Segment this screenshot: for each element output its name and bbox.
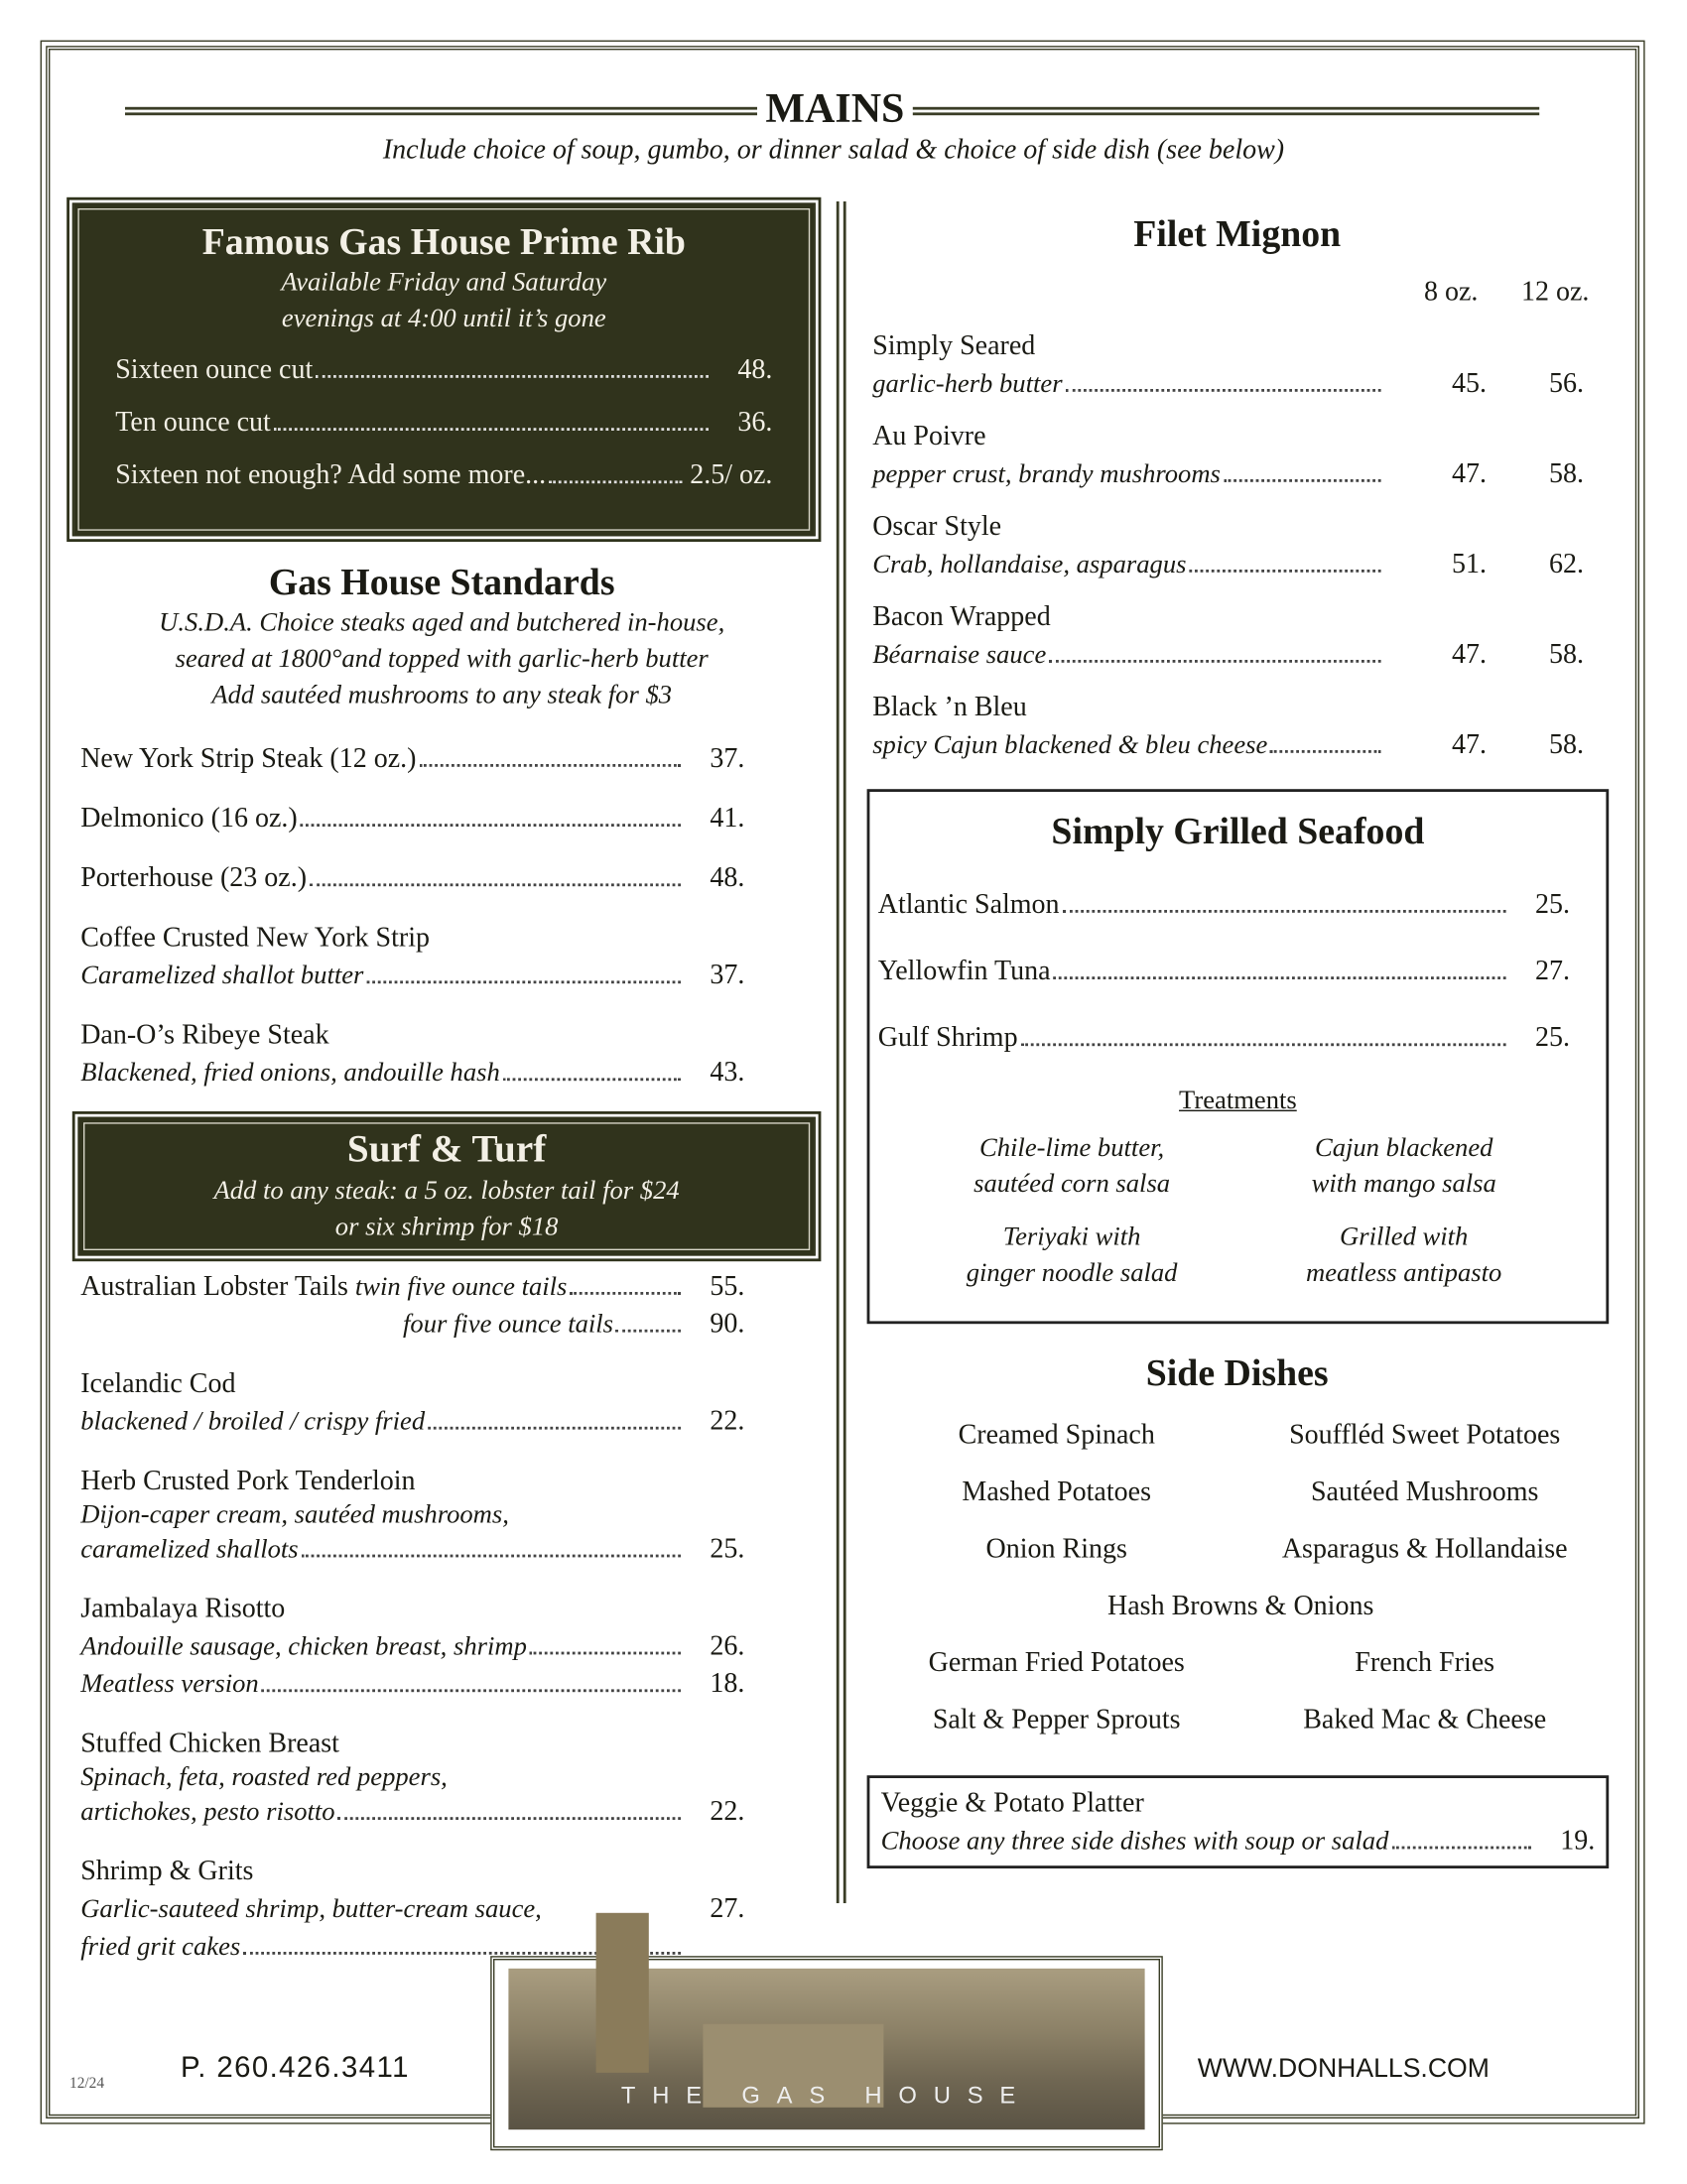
item-price: 37.: [710, 960, 745, 991]
menu-item: [80, 1463, 744, 1568]
item-text: Meatless version: [80, 1669, 259, 1700]
item-name: Australian Lobster Tails: [80, 1271, 348, 1302]
leader-dots: [1020, 1043, 1505, 1046]
menu-row: [80, 1403, 744, 1441]
item-price: 18.: [710, 1668, 745, 1700]
item-text: Ten ounce cut: [115, 407, 271, 438]
item-text: Sixteen ounce cut: [115, 354, 314, 385]
menu-item: [80, 1268, 744, 1344]
item-text: blackened / broiled / crispy fried: [80, 1407, 426, 1437]
menu-row: [80, 1666, 744, 1704]
filet-item: [872, 689, 1584, 764]
item-price: 41.: [710, 803, 745, 834]
gas-house-logo: [490, 1956, 1163, 2150]
menu-row: [115, 351, 772, 389]
side-dish: Creamed Spinach: [958, 1419, 1155, 1451]
menu-row: [80, 958, 744, 995]
treatment-option: [1237, 1131, 1570, 1204]
item-price: 62.: [1549, 549, 1584, 579]
leader-dots: [337, 1817, 681, 1820]
item-text: fried grit cakes: [80, 1932, 241, 1962]
menu-item: [80, 740, 744, 778]
item-text: Caramelized shallot butter: [80, 961, 364, 991]
side-dish: French Fries: [1355, 1647, 1495, 1679]
item-price: 25.: [710, 1533, 745, 1565]
leader-dots: [1062, 910, 1505, 913]
treatment-line: meatless antipasto: [1306, 1258, 1502, 1288]
leader-dots: [570, 1292, 681, 1295]
veggie-desc: Choose any three side dishes with soup or salad: [880, 1827, 1389, 1857]
page-subtitle: Include choice of soup, gumbo, or dinner salad & choice of side dish (see below): [382, 134, 1285, 166]
treatment-option: [906, 1131, 1238, 1204]
item-option: twin five ounce tails: [354, 1272, 568, 1302]
treatment-line: Chile-lime butter,: [979, 1133, 1165, 1163]
side-dish: Hash Browns & Onions: [1107, 1591, 1374, 1621]
treatment-line: Teriyaki with: [1002, 1222, 1141, 1252]
item-price: 27.: [710, 1893, 745, 1924]
menu-row: [80, 860, 744, 898]
item-price: 90.: [710, 1308, 745, 1340]
item-text: caramelized shallots: [80, 1535, 299, 1565]
surf-turf-note: Add to any steak: a 5 oz. lobster tail for $24: [213, 1176, 680, 1207]
gas-house-photo: [508, 1969, 1144, 2129]
leader-dots: [549, 480, 682, 483]
leader-dots: [530, 1652, 681, 1655]
treatment-line: ginger noodle salad: [966, 1258, 1178, 1288]
item-price: 45.: [1452, 368, 1487, 399]
item-price: 2.5/ oz.: [690, 459, 773, 491]
filet-item: [872, 508, 1584, 583]
menu-row: [115, 404, 772, 442]
treatment-option: [906, 1220, 1238, 1292]
leader-dots: [1391, 1847, 1531, 1850]
item-desc: Dijon-caper cream, sautéed mushrooms,: [80, 1500, 509, 1530]
item-text: New York Strip Steak (12 oz.): [80, 743, 417, 774]
leader-dots: [1065, 389, 1380, 392]
side-dish: Asparagus & Hollandaise: [1281, 1533, 1568, 1565]
menu-item: [80, 1726, 744, 1831]
item-price: 36.: [737, 407, 773, 438]
menu-item: [80, 1017, 744, 1092]
item-name: Herb Crusted Pork Tenderloin: [80, 1466, 416, 1496]
menu-row: [80, 1306, 744, 1344]
menu-row: [878, 886, 1570, 924]
seafood-box: [867, 789, 1610, 1324]
standards-title: Gas House Standards: [268, 561, 615, 603]
menu-row: [115, 457, 772, 495]
menu-row: [872, 726, 1584, 764]
item-price: 58.: [1549, 639, 1584, 670]
menu-row: [878, 953, 1570, 990]
gas-tower: [596, 1913, 649, 2073]
treatment-line: with mango salsa: [1311, 1169, 1496, 1200]
standards-note: seared at 1800°and topped with garlic-herb butter: [175, 644, 709, 674]
header-rule-left: [125, 107, 757, 115]
menu-item: [80, 1365, 744, 1441]
menu-row: [872, 455, 1584, 493]
item-text: Andouille sausage, chicken breast, shrimp: [80, 1632, 527, 1662]
item-name: Stuffed Chicken Breast: [80, 1728, 339, 1759]
filet-item: [872, 598, 1584, 674]
item-price: 25.: [1535, 889, 1570, 920]
leader-dots: [428, 1427, 681, 1430]
item-price: 37.: [710, 743, 745, 774]
filet-item: [872, 327, 1584, 403]
menu-row: [872, 546, 1584, 583]
side-dish: Mashed Potatoes: [962, 1477, 1151, 1507]
leader-dots: [1049, 660, 1381, 663]
treatment-line: Grilled with: [1340, 1222, 1469, 1252]
item-text: Crab, hollandaise, asparagus: [872, 550, 1187, 579]
item-text: Blackened, fried onions, andouille hash: [80, 1058, 500, 1089]
menu-item: [80, 920, 744, 995]
item-name: Coffee Crusted New York Strip: [80, 922, 431, 954]
surf-turf-box: [77, 1117, 815, 1256]
standards-note: Add sautéed mushrooms to any steak for $3: [211, 681, 673, 710]
prime-rib-note: Available Friday and Saturday: [281, 268, 607, 298]
treatment-line: Cajun blackened: [1314, 1133, 1493, 1163]
item-price: 56.: [1549, 368, 1584, 399]
leader-dots: [301, 1555, 681, 1558]
item-name: Bacon Wrapped: [872, 601, 1051, 632]
website: WWW.DONHALLS.COM: [1197, 2054, 1490, 2084]
filet-col-12oz: 12 oz.: [1521, 276, 1590, 308]
item-price: 26.: [710, 1630, 745, 1662]
item-price: 51.: [1452, 549, 1487, 579]
item-text: artichokes, pesto risotto: [80, 1797, 335, 1827]
leader-dots: [616, 1330, 681, 1333]
sides-title: Side Dishes: [1145, 1351, 1329, 1394]
item-name: Shrimp & Grits: [80, 1856, 254, 1887]
side-dish: Onion Rings: [985, 1533, 1127, 1565]
item-name: Icelandic Cod: [80, 1368, 236, 1399]
header-rule-right: [913, 107, 1539, 115]
side-dish: Salt & Pepper Sprouts: [932, 1704, 1181, 1735]
surf-turf-title: Surf & Turf: [346, 1127, 547, 1172]
item-price: 47.: [1452, 458, 1487, 489]
menu-row: [872, 365, 1584, 403]
veggie-price: 19.: [1560, 1825, 1596, 1857]
item-price: 58.: [1549, 458, 1584, 489]
phone-number: P. 260.426.3411: [181, 2051, 410, 2084]
filet-title: Filet Mignon: [1133, 212, 1342, 255]
item-text: pepper crust, brandy mushrooms: [872, 459, 1221, 489]
filet-col-8oz: 8 oz.: [1424, 276, 1479, 308]
item-text: four five ounce tails: [403, 1310, 614, 1340]
item-price: 58.: [1549, 729, 1584, 760]
menu-row: [872, 636, 1584, 674]
leader-dots: [503, 1078, 681, 1081]
menu-item: [80, 860, 744, 898]
filet-item: [872, 418, 1584, 493]
item-name: Black ’n Bleu: [872, 692, 1027, 722]
leader-dots: [1270, 750, 1380, 753]
menu-row: [80, 1628, 744, 1666]
page-title: MAINS: [765, 85, 905, 132]
prime-rib-title: Famous Gas House Prime Rib: [201, 220, 686, 263]
side-dish: Souffléd Sweet Potatoes: [1289, 1419, 1561, 1451]
leader-dots: [316, 375, 709, 378]
leader-dots: [1053, 976, 1505, 979]
side-dish: Baked Mac & Cheese: [1303, 1704, 1547, 1735]
veggie-platter-box: [867, 1775, 1610, 1868]
seafood-title: Simply Grilled Seafood: [1051, 810, 1425, 852]
item-name: Oscar Style: [872, 511, 1002, 542]
item-text: Yellowfin Tuna: [877, 956, 1051, 986]
menu-item: [80, 1591, 744, 1703]
standards-note: U.S.D.A. Choice steaks aged and butchered in-house,: [159, 608, 725, 638]
treatments-label: Treatments: [1179, 1086, 1297, 1116]
item-text: spicy Cajun blackened & bleu cheese: [872, 730, 1268, 760]
menu-date: 12/24: [69, 2075, 105, 2093]
leader-dots: [419, 764, 681, 767]
menu-row: [80, 1531, 744, 1569]
item-text: Porterhouse (23 oz.): [80, 862, 308, 894]
item-text: Atlantic Salmon: [877, 889, 1060, 920]
item-desc: Spinach, feta, roasted red peppers,: [80, 1762, 448, 1792]
item-price: 48.: [737, 354, 773, 385]
column-divider: [837, 201, 846, 1903]
item-name: Simply Seared: [872, 330, 1036, 361]
item-price: 22.: [710, 1405, 745, 1437]
item-price: 55.: [710, 1271, 745, 1302]
item-text: Delmonico (16 oz.): [80, 803, 298, 834]
leader-dots: [262, 1689, 681, 1692]
side-dish: German Fried Potatoes: [928, 1647, 1185, 1679]
surf-turf-note: or six shrimp for $18: [334, 1213, 559, 1242]
menu-row: [878, 1020, 1570, 1058]
leader-dots: [274, 428, 709, 431]
item-name: Au Poivre: [872, 421, 986, 451]
item-price: 27.: [1535, 956, 1570, 986]
item-price: 25.: [1535, 1022, 1570, 1054]
item-text: Garlic-sauteed shrimp, butter-cream sauce,: [80, 1894, 542, 1924]
item-text: Béarnaise sauce: [872, 640, 1047, 670]
item-name: Dan-O’s Ribeye Steak: [80, 1019, 329, 1051]
item-price: 22.: [710, 1796, 745, 1827]
treatment-line: sautéed corn salsa: [973, 1169, 1171, 1200]
menu-row: [80, 1793, 744, 1831]
leader-dots: [366, 980, 681, 983]
item-price: 47.: [1452, 729, 1487, 760]
veggie-name: Veggie & Potato Platter: [880, 1787, 1144, 1819]
side-dish: Sautéed Mushrooms: [1310, 1477, 1539, 1507]
treatment-option: [1237, 1220, 1570, 1292]
leader-dots: [1224, 479, 1381, 482]
standards-header: [80, 559, 803, 714]
leader-dots: [1189, 570, 1380, 573]
prime-rib-note: evenings at 4:00 until it’s gone: [281, 304, 606, 333]
item-text: Gulf Shrimp: [877, 1022, 1018, 1054]
leader-dots: [301, 824, 681, 827]
prime-rib-box: [72, 202, 816, 536]
leader-dots: [310, 883, 681, 886]
item-name: Jambalaya Risotto: [80, 1593, 286, 1624]
item-price: 48.: [710, 862, 745, 894]
menu-item: [80, 800, 744, 837]
menu-row: [80, 800, 744, 837]
item-text: garlic-herb butter: [872, 369, 1063, 399]
menu-row: [80, 1055, 744, 1092]
item-price: 47.: [1452, 639, 1487, 670]
menu-row: [80, 740, 744, 778]
item-price: 43.: [710, 1057, 745, 1089]
logo-text: THE GAS HOUSE: [620, 2082, 1033, 2110]
item-text: Sixteen not enough? Add some more...: [115, 459, 547, 491]
